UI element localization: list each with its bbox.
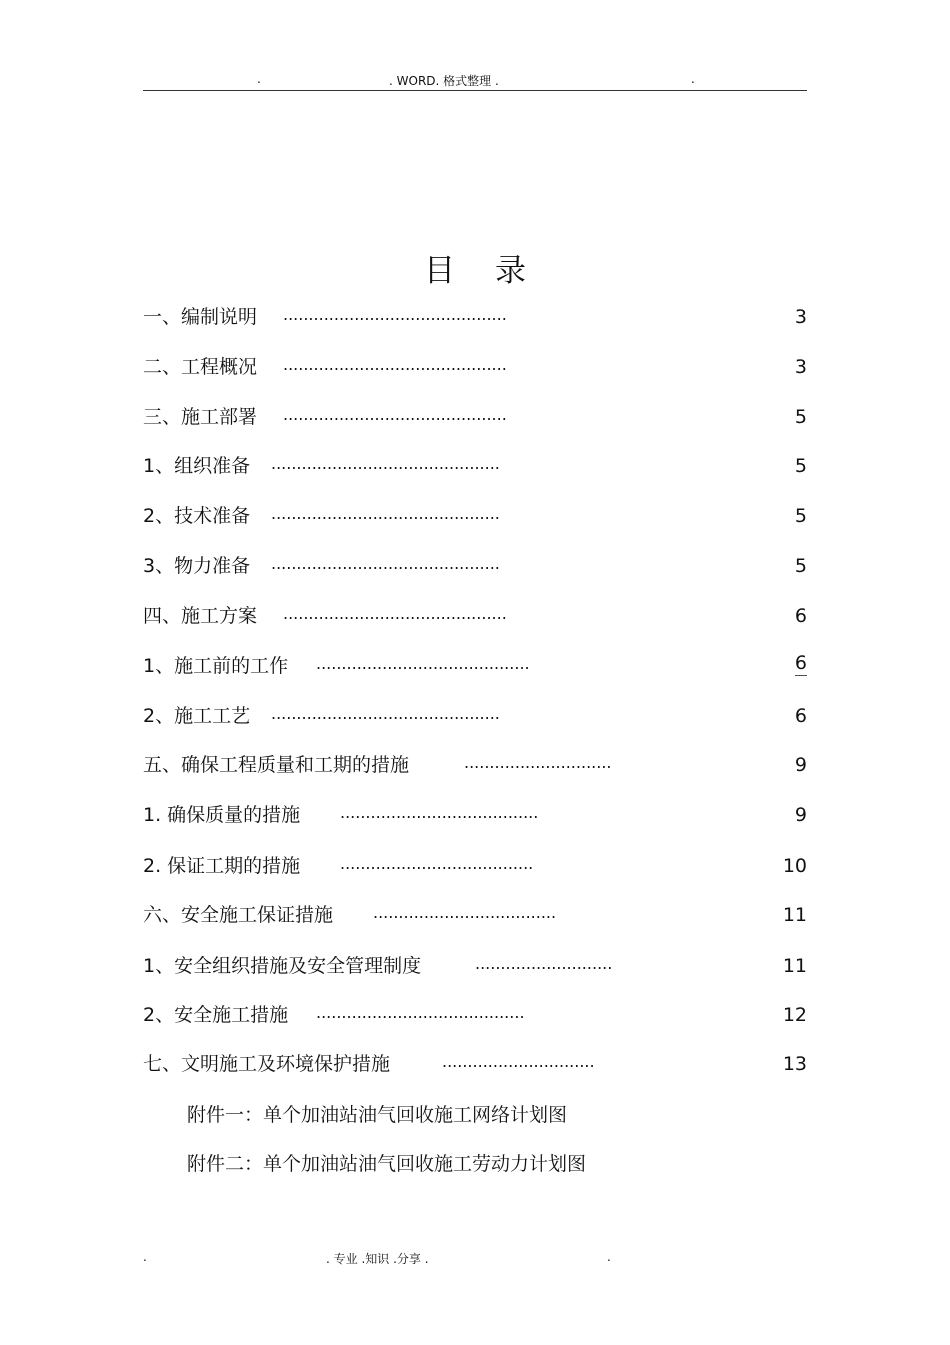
toc-entry-label: 四、施工方案: [143, 605, 258, 627]
toc-entry[interactable]: [143, 451, 807, 481]
toc-entry-page: 12: [782, 1004, 807, 1026]
toc-entry-page: 10: [782, 855, 807, 877]
toc-entry-label: 1. 确保质量的措施: [143, 804, 301, 826]
page-header: [143, 70, 807, 91]
toc-entry[interactable]: [143, 1000, 807, 1030]
toc-entry-leader: .......................................: [340, 803, 539, 822]
toc-entry-label: 3、物力准备: [143, 555, 251, 577]
toc-entry-page: 5: [794, 455, 807, 477]
toc-entry[interactable]: [143, 501, 807, 531]
toc-entry-label: 六、安全施工保证措施: [143, 904, 334, 926]
toc-entry-page: 5: [794, 406, 807, 428]
toc-entry-leader: .............................................: [271, 504, 500, 523]
toc-entry-label: 一、编制说明: [143, 306, 258, 328]
toc-entry[interactable]: [143, 302, 807, 332]
toc-entry-page: 9: [794, 804, 807, 826]
toc-entry[interactable]: [143, 900, 807, 930]
toc-entry-leader: ..........................................: [316, 654, 530, 673]
toc-entry-leader: .............................................: [271, 454, 500, 473]
toc-entry-label: 2、施工工艺: [143, 705, 251, 727]
appendix-item: 附件二：单个加油站油气回收施工劳动力计划图: [187, 1153, 587, 1175]
toc-entry-label: 七、文明施工及环境保护措施: [143, 1053, 391, 1075]
toc-entry-label: 三、施工部署: [143, 406, 258, 428]
toc-entry-leader: .........................................: [316, 1003, 525, 1022]
toc-entry-label: 2、技术准备: [143, 505, 251, 527]
toc-entry-page: 6: [794, 605, 807, 627]
toc-entry[interactable]: [143, 402, 807, 432]
toc-entry-page: 13: [782, 1053, 807, 1075]
toc-entry-page-link[interactable]: 6: [794, 652, 807, 674]
toc-entry-leader: .............................: [464, 753, 612, 772]
toc-entry-label: 二、工程概况: [143, 356, 258, 378]
toc-entry-page: 3: [794, 356, 807, 378]
toc-entry[interactable]: [143, 851, 807, 881]
toc-entry[interactable]: [143, 951, 807, 981]
toc-entry-leader: ...........................: [475, 954, 613, 973]
toc-entry[interactable]: [143, 1049, 807, 1079]
appendix-item: 附件一：单个加油站油气回收施工网络计划图: [187, 1104, 568, 1126]
footer-left-dot: .: [143, 1250, 147, 1264]
toc-entry-page: 5: [794, 505, 807, 527]
toc-entry-page: 5: [794, 555, 807, 577]
toc-entry-label: 2. 保证工期的措施: [143, 855, 301, 877]
toc-entry[interactable]: [143, 750, 807, 780]
toc-entry-label: 2、安全施工措施: [143, 1004, 289, 1026]
toc-entry[interactable]: [143, 800, 807, 830]
title-char-1: 目: [424, 253, 455, 289]
page-title: [0, 245, 950, 290]
toc-entry-page: 9: [794, 754, 807, 776]
toc-entry-page: 11: [782, 904, 807, 926]
toc-entry[interactable]: [143, 701, 807, 731]
toc-entry-label: 1、施工前的工作: [143, 655, 289, 677]
header-right-dot: .: [691, 72, 695, 86]
footer-right-dot: .: [607, 1250, 611, 1264]
toc-entry-leader: .............................................: [271, 554, 500, 573]
toc-entry-page: 3: [794, 306, 807, 328]
toc-entry-leader: ....................................: [373, 903, 557, 922]
toc-entry-leader: ............................................: [283, 405, 507, 424]
toc-entry[interactable]: [143, 551, 807, 581]
toc-entry-leader: ............................................: [283, 604, 507, 623]
footer-center-text: . 专业 .知识 .分享 .: [326, 1252, 429, 1266]
toc-entry-leader: ............................................: [283, 355, 507, 374]
toc-entry-label: 五、确保工程质量和工期的措施: [143, 754, 410, 776]
header-left-dot: .: [257, 72, 261, 86]
toc-entry-leader: .............................................: [271, 704, 500, 723]
header-center-text: . WORD. 格式整理 .: [389, 74, 499, 88]
page-footer: [143, 1250, 807, 1270]
toc-entry-leader: ..............................: [442, 1052, 595, 1071]
toc-entry-label: 1、安全组织措施及安全管理制度: [143, 955, 422, 977]
title-char-2: 录: [495, 253, 526, 289]
toc-entry-page: 11: [782, 955, 807, 977]
toc-entry-leader: ......................................: [340, 854, 534, 873]
toc-entry-page: 6: [794, 705, 807, 727]
toc-entry[interactable]: [143, 601, 807, 631]
toc-entry-leader: ............................................: [283, 305, 507, 324]
toc-entry[interactable]: [143, 352, 807, 382]
toc-entry-label: 1、组织准备: [143, 455, 251, 477]
toc-entry[interactable]: [143, 651, 807, 681]
